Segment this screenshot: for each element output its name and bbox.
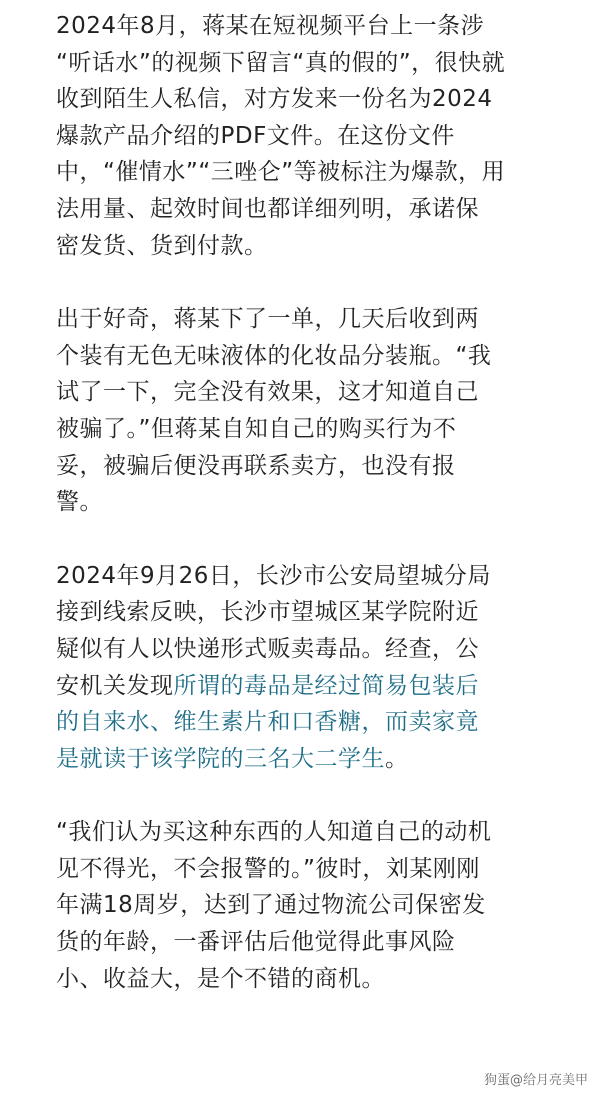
highlighted-text: 所谓的毒品是经过简易包装后	[173, 672, 479, 699]
text-line: 货的年龄，一番评估后他觉得此事风险	[56, 929, 456, 956]
text-line: 出于好奇，蒋某下了一单，几天后收到两	[56, 306, 479, 333]
highlighted-text: 的自来水、维生素片和口香糖，而卖家竟	[56, 709, 479, 736]
paragraph-gap	[56, 264, 556, 301]
paragraph-gap	[56, 521, 556, 558]
watermark: 狗蛋@给月亮美甲	[483, 1073, 588, 1088]
paragraph-3	[56, 558, 556, 778]
text-line: 年满18周岁，达到了通过物流公司保密发	[56, 892, 486, 919]
paragraph-gap	[56, 777, 556, 814]
text-line: 小、收益大，是个不错的商机。	[56, 965, 385, 992]
highlighted-text: 是就读于该学院的三名大二学生	[56, 745, 385, 772]
text-line	[56, 668, 556, 705]
text-line: “听话水”的视频下留言“真的假的”，很快就	[56, 49, 506, 76]
text-line: 见不得光，不会报警的。”彼时，刘某刚刚	[56, 855, 480, 882]
text-line: 爆款产品介绍的PDF文件。在这份文件	[56, 122, 455, 149]
text-line: 接到线索反映，长沙市望城区某学院附近	[56, 599, 479, 626]
text-plain: 。	[385, 745, 409, 772]
text-line	[56, 741, 556, 778]
text-line: 2024年8月，蒋某在短视频平台上一条涉	[56, 13, 485, 39]
text-line: 警。	[56, 489, 103, 516]
paragraph-2	[56, 301, 556, 521]
paragraph-1	[56, 8, 556, 264]
text-line: “我们认为买这种东西的人知道自己的动机	[56, 819, 492, 846]
paragraph-4	[56, 814, 556, 997]
text-line: 个装有无色无味液体的化妆品分装瓶。“我	[56, 342, 492, 369]
text-line: 疑似有人以快递形式贩卖毒品。经查，公	[56, 635, 479, 662]
text-line: 收到陌生人私信，对方发来一份名为2024	[56, 86, 493, 113]
text-line: 法用量、起效时间也都详细列明，承诺保	[56, 195, 479, 222]
text-line: 被骗了。”但蒋某自知自己的购买行为不	[56, 415, 457, 442]
text-line: 妥，被骗后便没再联系卖方，也没有报	[56, 452, 456, 479]
text-plain: 安机关发现	[56, 672, 174, 699]
article-body	[56, 8, 556, 997]
text-line: 试了一下，完全没有效果，这才知道自己	[56, 379, 479, 406]
text-line: 中，“催情水”“三唑仑”等被标注为爆款，用	[56, 159, 506, 186]
text-line: 密发货、货到付款。	[56, 232, 268, 259]
text-line: 2024年9月26日，长沙市公安局望城分局	[56, 562, 491, 589]
